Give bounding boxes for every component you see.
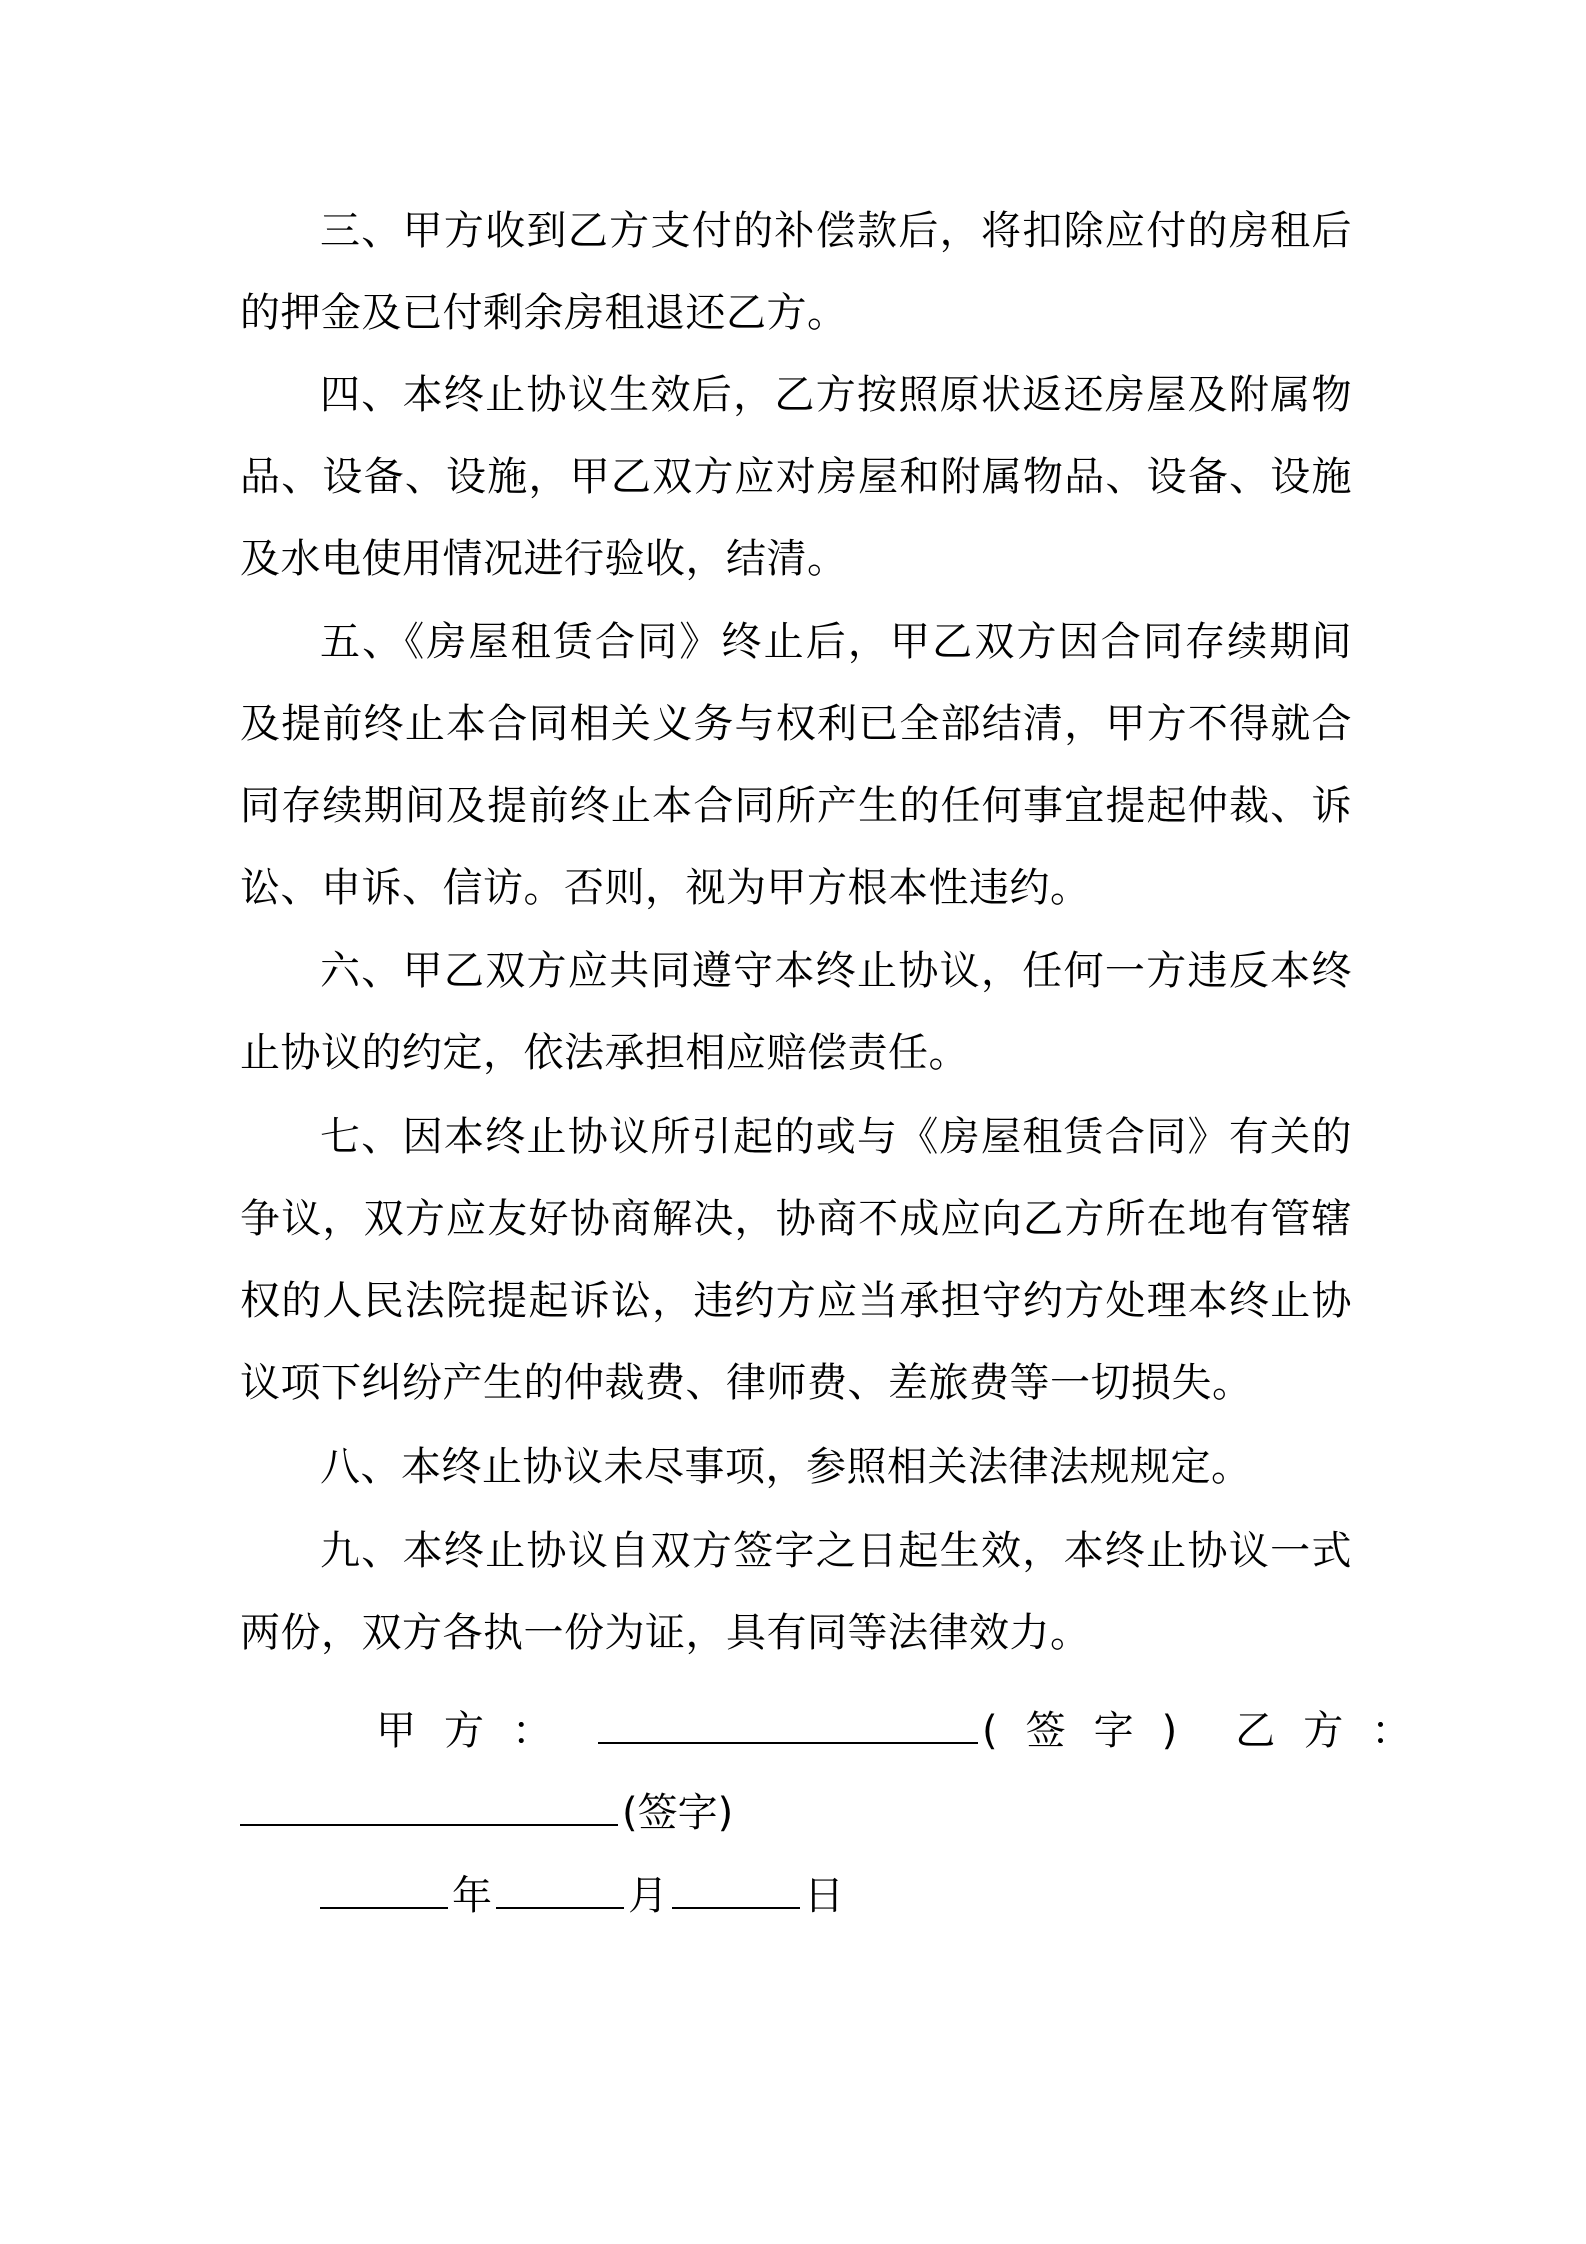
date-line <box>320 1855 844 1937</box>
clause-6: 六、甲乙双方应共同遵守本终止协议，任何一方违反本终止协议的约定，依法承担相应赔偿责任。 <box>240 948 1352 1076</box>
year-blank <box>320 1867 448 1909</box>
month-label: 月 <box>628 1873 668 1919</box>
year-label: 年 <box>452 1873 492 1919</box>
clause-9: 九、本终止协议自双方签字之日起生效，本终止协议一式两份，双方各执一份为证，具有同等法律效力。 <box>240 1528 1352 1656</box>
clause-7: 七、因本终止协议所引起的或与《房屋租赁合同》有关的争议，双方应友好协商解决，协商不成应向乙方所在地有管辖权的人民法院提起诉讼，违约方应当承担守约方处理本终止协议项下纠纷产生的仲裁费、律师费、差旅费等一切损失。 <box>240 1114 1352 1406</box>
day-blank <box>672 1867 800 1909</box>
party-a-sign-note: (签字) <box>982 1708 1206 1754</box>
party-b-label: 乙方： <box>1235 1708 1440 1754</box>
month-blank <box>496 1867 624 1909</box>
party-b-sign-note: (签字) <box>622 1790 734 1836</box>
day-label: 日 <box>804 1873 844 1919</box>
signature-line <box>240 1690 1440 1772</box>
clause-4: 四、本终止协议生效后，乙方按照原状返还房屋及附属物品、设备、设施，甲乙双方应对房屋和附属物品、设备、设施及水电使用情况进行验收，结清。 <box>240 372 1352 582</box>
party-b-signature-blank <box>240 1784 618 1826</box>
clause-8: 八、本终止协议未尽事项，参照相关法律法规规定。 <box>320 1444 1252 1490</box>
party-a-signature-blank <box>598 1702 978 1744</box>
party-a-label: 甲方： <box>376 1708 580 1754</box>
clause-5: 五、《房屋租赁合同》终止后，甲乙双方因合同存续期间及提前终止本合同相关义务与权利已全部结清，甲方不得就合同存续期间及提前终止本合同所产生的任何事宜提起仲裁、诉讼、申诉、信访。否则，视为甲方根本性违约。 <box>240 619 1352 911</box>
party-b-signature-line <box>240 1772 1352 1854</box>
clause-3: 三、甲方收到乙方支付的补偿款后，将扣除应付的房租后的押金及已付剩余房租退还乙方。 <box>240 208 1352 336</box>
